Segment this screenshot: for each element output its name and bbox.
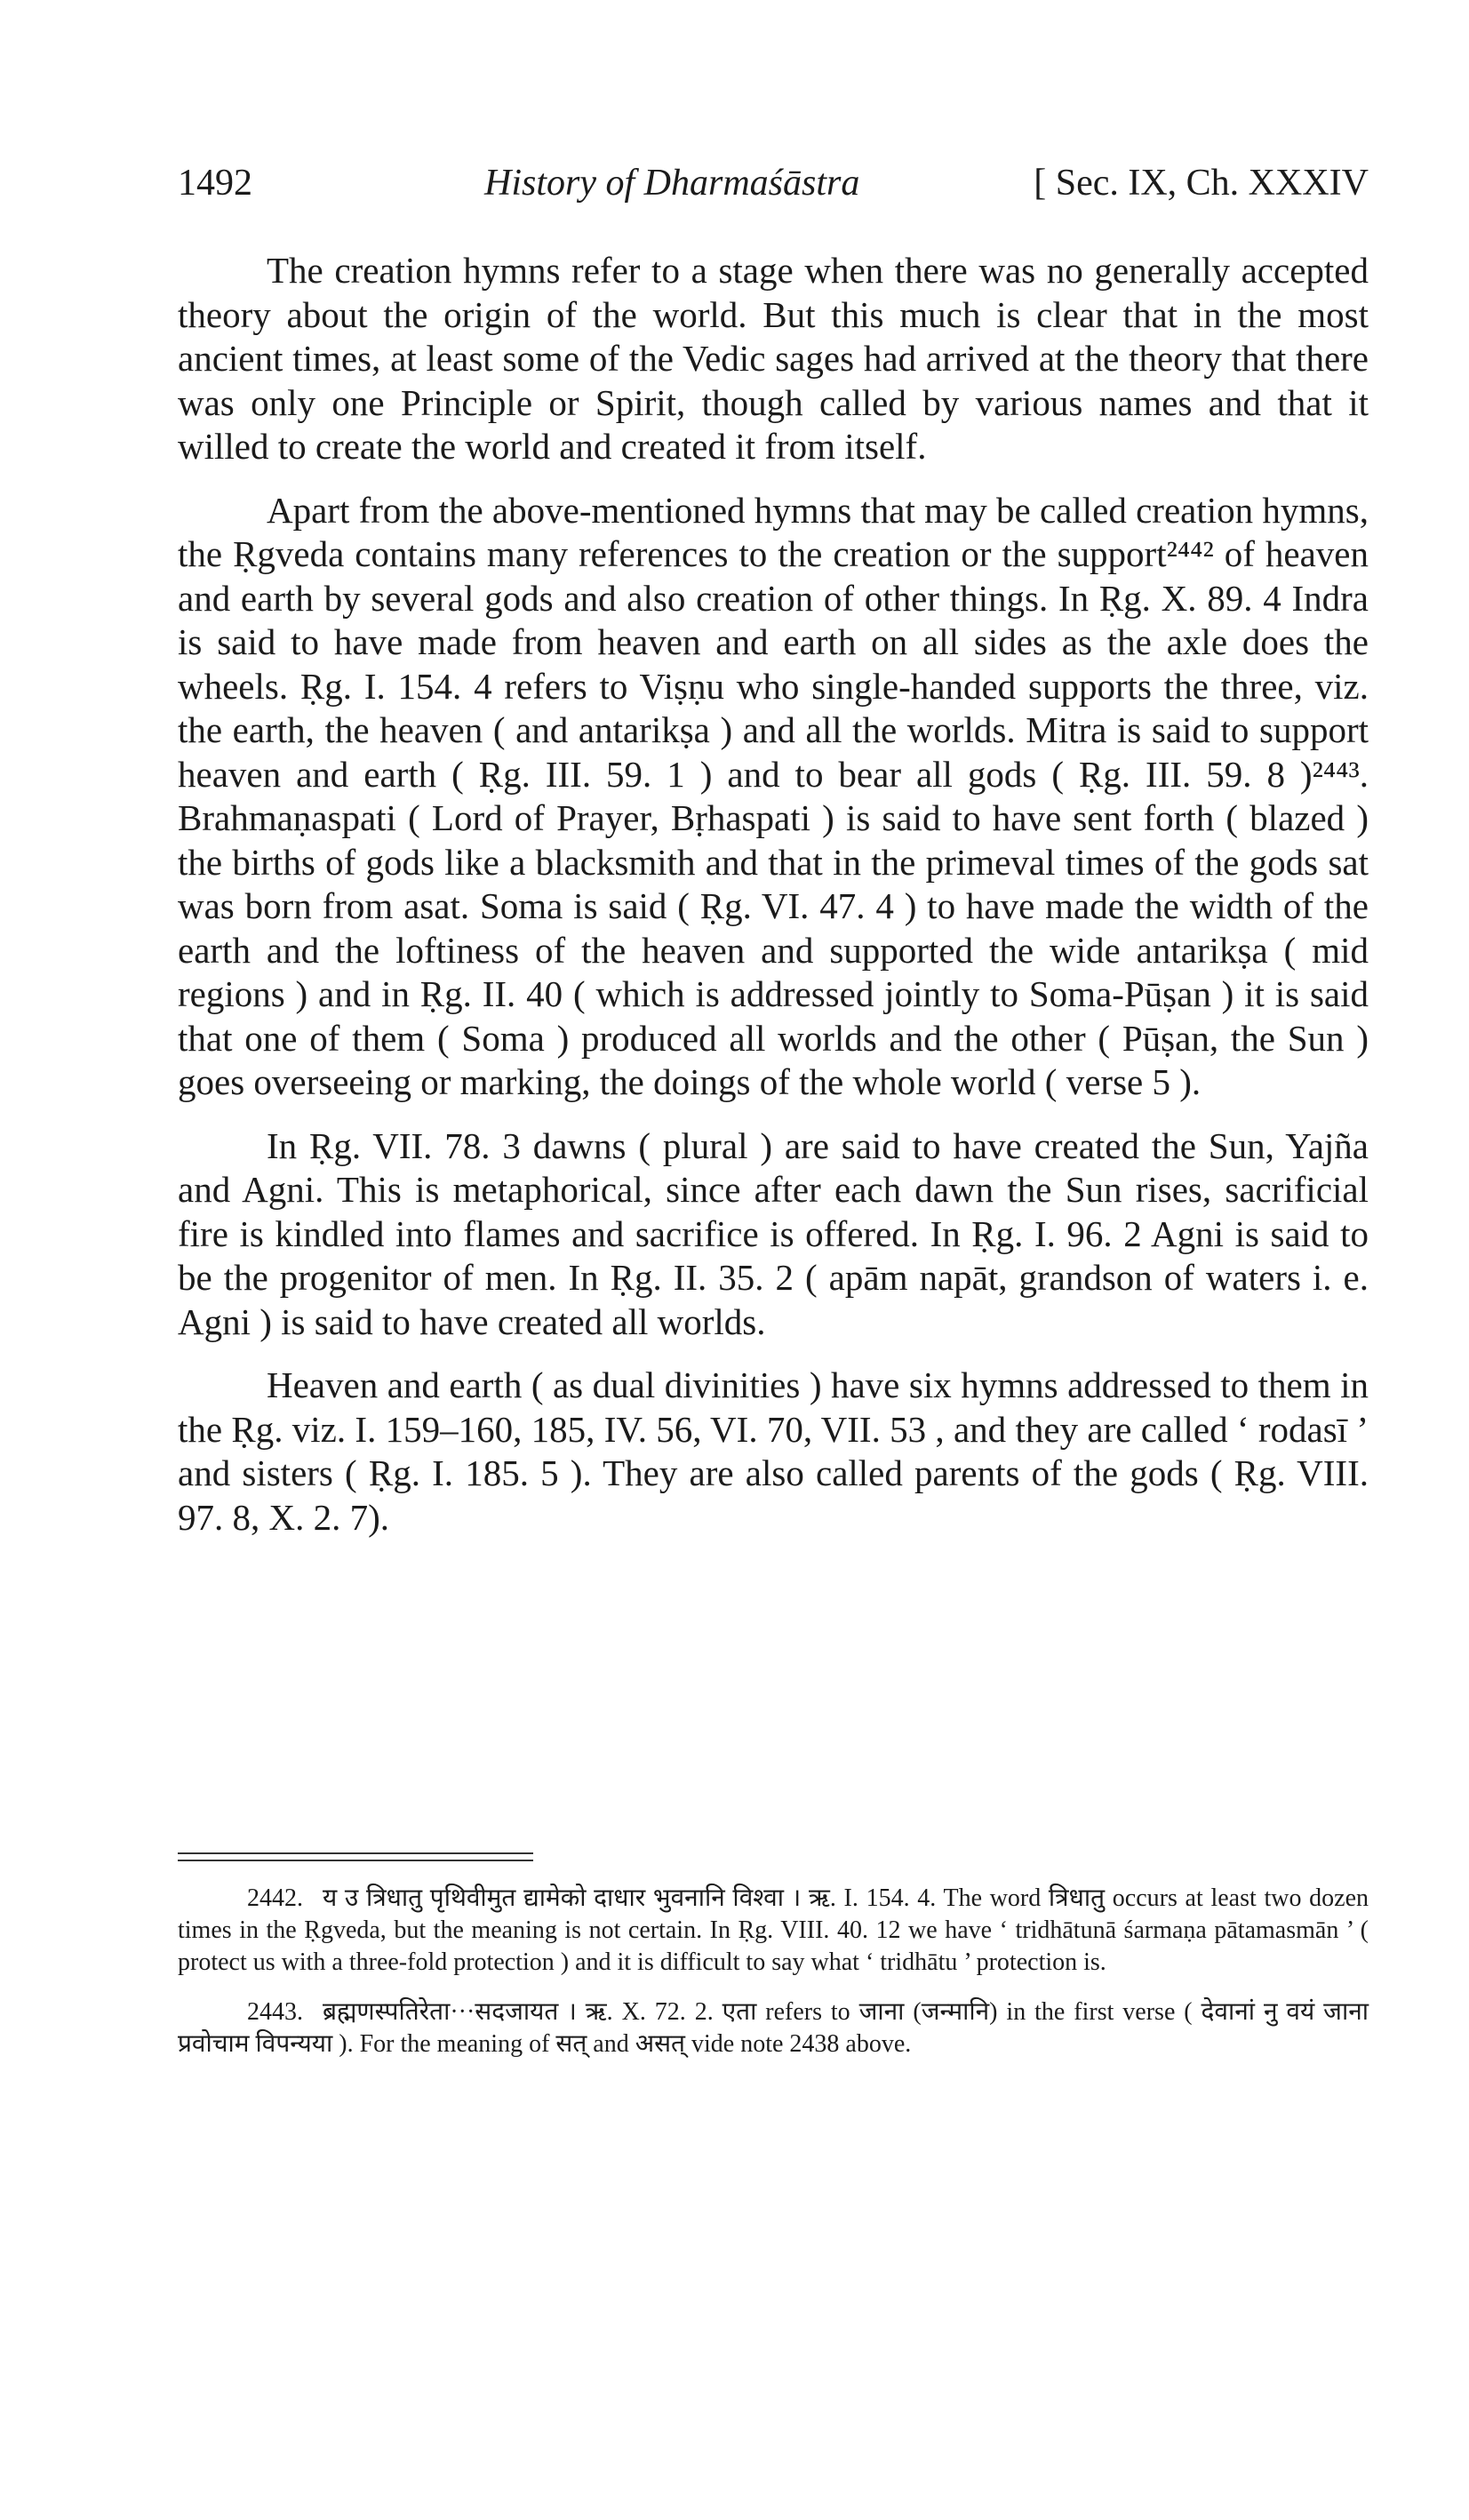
running-title: History of Dharmaśāstra	[484, 163, 860, 204]
footnote-text: ब्रह्मणस्पतिरेता···सदजायत । ऋ. X. 72. 2. एता refers to जाना (जन्मानि) in the first verse ( देवानां नु वयं जाना प्रवोचाम विपन्यया ). For the meaning of सत् and असत् vide note 2438 above.	[178, 1998, 1369, 2058]
page-header	[178, 162, 1369, 215]
footnote-separator-bottom	[178, 1860, 533, 1861]
section-reference: [ Sec. IX, Ch. XXXIV	[1034, 163, 1369, 204]
main-text	[178, 249, 1369, 1559]
paragraph-4: Heaven and earth ( as dual divinities ) have six hymns addressed to them in the Ṛg. viz. I. 159–160, 185, IV. 56, VI. 70, VII. 53 , and they are called ‘ rodasī ’ and sisters ( Ṛg. I. 185. 5 ). They are also called parents of the gods ( Ṛg. VIII. 97. 8, X. 2. 7).	[178, 1364, 1369, 1538]
paragraph-3: In Ṛg. VII. 78. 3 dawns ( plural ) are said to have created the Sun, Yajña and Agni. This is metaphorical, since after each dawn the Sun rises, sacrificial fire is kindled into flames and sacrifice is offered. In Ṛg. I. 96. 2 Agni is said to be the progenitor of men. In Ṛg. II. 35. 2 ( apām napāt, grandson of waters i. e. Agni ) is said to have created all worlds.	[178, 1124, 1369, 1342]
footnote-2443	[178, 1996, 1369, 2060]
footnote-2442	[178, 1883, 1369, 1979]
footnote-separator-top	[178, 1852, 533, 1854]
footnote-text: य उ त्रिधातु पृथिवीमुत द्यामेको दाधार भुवनानि विश्वा । ऋ. I. 154. 4. The word त्रिधातु occurs at least two dozen times in the Ṛgveda, but the meaning is not certain. In Ṛg. VIII. 40. 12 we have ‘ tridhātunā śarmaṇa pātamasmān ’ ( protect us with a three-fold protection ) and it is difficult to say what ‘ tridhātu ’ protection is.	[178, 1884, 1369, 1976]
paragraph-2: Apart from the above-mentioned hymns that may be called creation hymns, the Ṛgveda contains many references to the creation or the support²⁴⁴² of heaven and earth by several gods and also creation of other things. In Ṛg. X. 89. 4 Indra is said to have made from heaven and earth on all sides as the axle does the wheels. Ṛg. I. 154. 4 refers to Viṣṇu who single-handed supports the three, viz. the earth, the heaven ( and antarikṣa ) and all the worlds. Mitra is said to support heaven and earth ( Ṛg. III. 59. 1 ) and to bear all gods ( Ṛg. III. 59. 8 )²⁴⁴³. Brahmaṇaspati ( Lord of Prayer, Bṛhaspati ) is said to have sent forth ( blazed ) the births of gods like a blacksmith and that in the primeval times of the gods sat was born from asat. Soma is said ( Ṛg. VI. 47. 4 ) to have made the width of the earth and the loftiness of the heaven and supported the wide antarikṣa ( mid regions ) and in Ṛg. II. 40 ( which is addressed jointly to Soma-Pūṣan ) it is said that one of them ( Soma ) produced all worlds and the other ( Pūṣan, the Sun ) goes overseeing or marking, the doings of the whole world ( verse 5 ).	[178, 489, 1369, 1102]
paragraph-1: The creation hymns refer to a stage when there was no generally accepted theory about the origin of the world. But this much is clear that in the most ancient times, at least some of the Vedic sages had arrived at the theory that there was only one Principle or Spirit, though called by various names and that it willed to create the world and created it from itself.	[178, 250, 1369, 467]
page-number: 1492	[178, 163, 252, 204]
footnotes	[178, 1883, 1369, 2078]
footnote-label: 2443.	[247, 1998, 303, 2026]
footnote-label: 2442.	[247, 1884, 303, 1912]
